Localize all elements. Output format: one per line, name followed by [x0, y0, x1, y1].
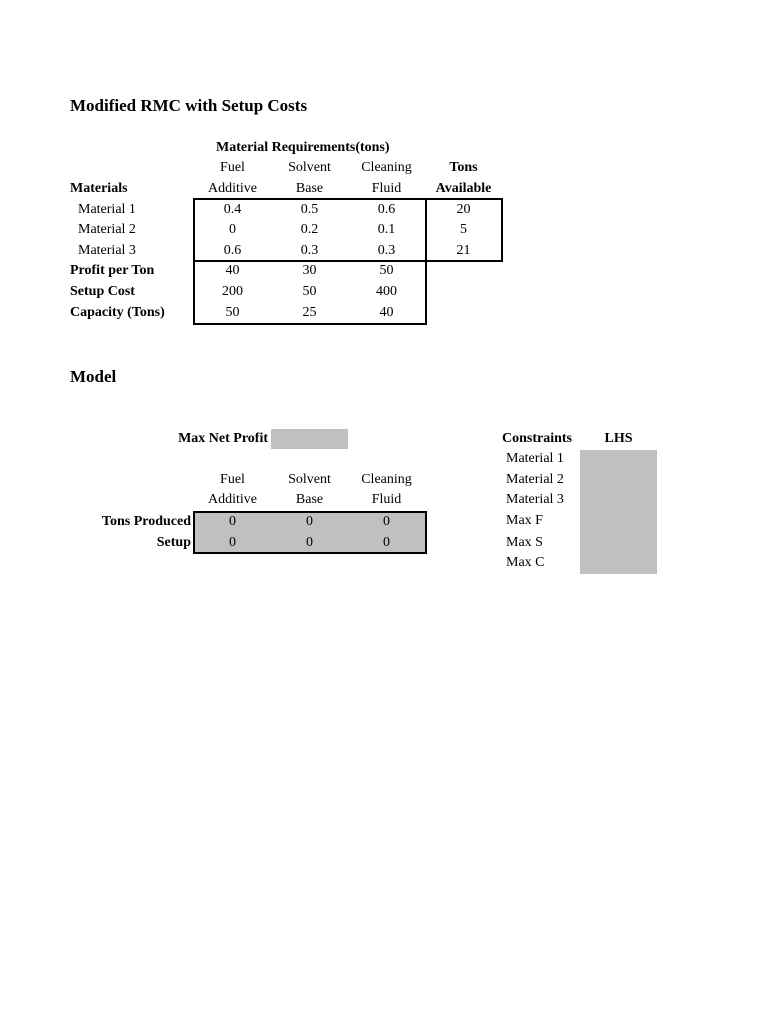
col-header-fuel-line1: Fuel	[220, 160, 245, 175]
table-cell: 0.3	[300, 243, 319, 258]
table-cell: 0.4	[223, 202, 242, 217]
table-cell: 0.6	[223, 243, 242, 258]
capacity-row-label: Capacity (Tons)	[70, 305, 165, 320]
col-header-solvent-line1: Solvent	[288, 160, 331, 175]
material-row-label: Material 1	[78, 202, 136, 217]
table-cell: 0.3	[377, 243, 396, 258]
table-cell: 40	[379, 305, 394, 320]
table-cell: 0.6	[377, 202, 396, 217]
col-header-cleaning-line2: Fluid	[371, 181, 402, 196]
table-cell: 50	[302, 284, 317, 299]
decision-cell[interactable]: 0	[229, 535, 236, 550]
table-cell: 30	[302, 263, 317, 278]
decision-cell[interactable]: 0	[306, 514, 313, 529]
col-header-cleaning-line1: Cleaning	[361, 160, 412, 175]
table-cell: 50	[225, 305, 240, 320]
table-cell: 50	[379, 263, 394, 278]
model-col-header-solvent-line2: Base	[295, 492, 324, 507]
table-cell: 21	[456, 243, 471, 258]
lhs-header: LHS	[604, 431, 633, 446]
table-cell: 400	[376, 284, 397, 299]
col-header-available-line1: Tons	[449, 160, 478, 175]
setup-cost-row-label: Setup Cost	[70, 284, 135, 299]
objective-label: Max Net Profit	[178, 431, 268, 446]
objective-cell[interactable]	[271, 429, 348, 449]
constraint-label: Max S	[506, 535, 543, 550]
material-row-label: Material 2	[78, 222, 136, 237]
constraint-label: Max F	[506, 513, 543, 528]
table-cell: 0.2	[300, 222, 319, 237]
table-cell: 200	[222, 284, 243, 299]
col-header-fuel-line2: Additive	[208, 181, 257, 196]
table-cell: 0.1	[377, 222, 396, 237]
tons-produced-label: Tons Produced	[101, 514, 191, 529]
col-header-solvent-line2: Base	[295, 181, 324, 196]
decision-cell[interactable]: 0	[229, 514, 236, 529]
table-cell: 25	[302, 305, 317, 320]
decision-cell[interactable]: 0	[383, 514, 390, 529]
model-col-header-cleaning-line1: Cleaning	[361, 472, 412, 487]
constraint-label: Material 1	[506, 451, 564, 466]
decision-cell[interactable]: 0	[306, 535, 313, 550]
model-col-header-solvent-line1: Solvent	[288, 472, 331, 487]
constraint-label: Material 3	[506, 492, 564, 507]
lhs-cells[interactable]	[580, 450, 657, 574]
table-cell: 0	[229, 222, 236, 237]
page-title: Modified RMC with Setup Costs	[70, 96, 308, 115]
row-header-materials: Materials	[70, 181, 128, 196]
model-col-header-fuel-line1: Fuel	[220, 472, 245, 487]
table-cell: 0.5	[300, 202, 319, 217]
table-cell: 20	[456, 202, 471, 217]
profit-row-label: Profit per Ton	[70, 263, 155, 278]
constraint-label: Material 2	[506, 472, 564, 487]
constraint-label: Max C	[506, 555, 545, 570]
model-title: Model	[70, 367, 117, 386]
col-header-available-line2: Available	[435, 181, 492, 196]
model-col-header-cleaning-line2: Fluid	[371, 492, 402, 507]
material-row-label: Material 3	[78, 243, 136, 258]
setup-label: Setup	[156, 535, 191, 550]
constraints-header: Constraints	[502, 431, 573, 446]
table-cell: 5	[460, 222, 467, 237]
model-col-header-fuel-line2: Additive	[208, 492, 257, 507]
table-cell: 40	[225, 263, 240, 278]
decision-cell[interactable]: 0	[383, 535, 390, 550]
requirements-group-header: Material Requirements(tons)	[216, 140, 390, 155]
